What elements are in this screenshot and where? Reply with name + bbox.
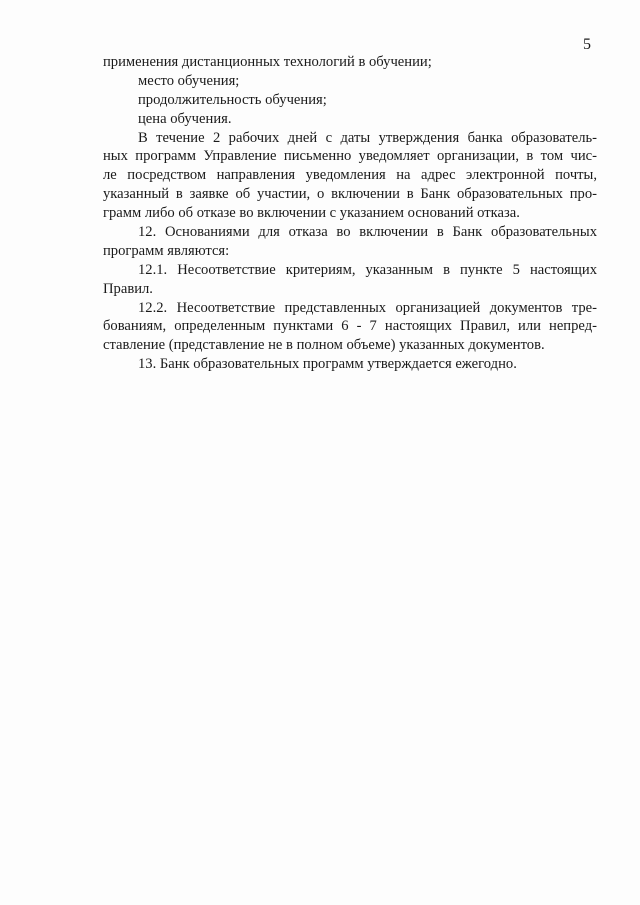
text-line: ставление (представление не в полном объеме) указанных документов. [103,337,545,354]
text-line: применения дистанционных технологий в обучении; [103,54,432,70]
text-line: 12. Основаниями для отказа во включении в Банк образовательных [138,224,597,241]
text-line: указанный в заявке об участии, о включении в Банк образовательных про- [103,186,597,203]
text-line: ных программ Управление письменно уведомляет организации, в том чис- [103,148,597,165]
page-number: 5 [583,36,591,53]
text-line: 12.1. Несоответствие критериям, указанным в пункте 5 настоящих [138,261,597,278]
text-line: Правил. [103,280,153,297]
text-line: грамм либо об отказе во включении с указанием оснований отказа. [103,205,520,222]
text-line: цена обучения. [138,110,232,127]
text-line: продолжительность обучения; [138,91,327,108]
text-line: место обучения; [138,72,240,89]
text-line: программ являются: [103,242,230,259]
text-line: В течение 2 рабочих дней с даты утверждения банка образователь- [138,129,597,146]
document-text [103,53,597,374]
text-line: ле посредством направления уведомления на адрес электронной почты, [103,167,597,184]
text-line: 13. Банк образовательных программ утверждается ежегодно. [138,356,517,373]
text-line: 12.2. Несоответствие представленных организацией документов тре- [138,299,597,316]
text-line: бованиям, определенным пунктами 6 - 7 настоящих Правил, или непред- [103,318,597,335]
